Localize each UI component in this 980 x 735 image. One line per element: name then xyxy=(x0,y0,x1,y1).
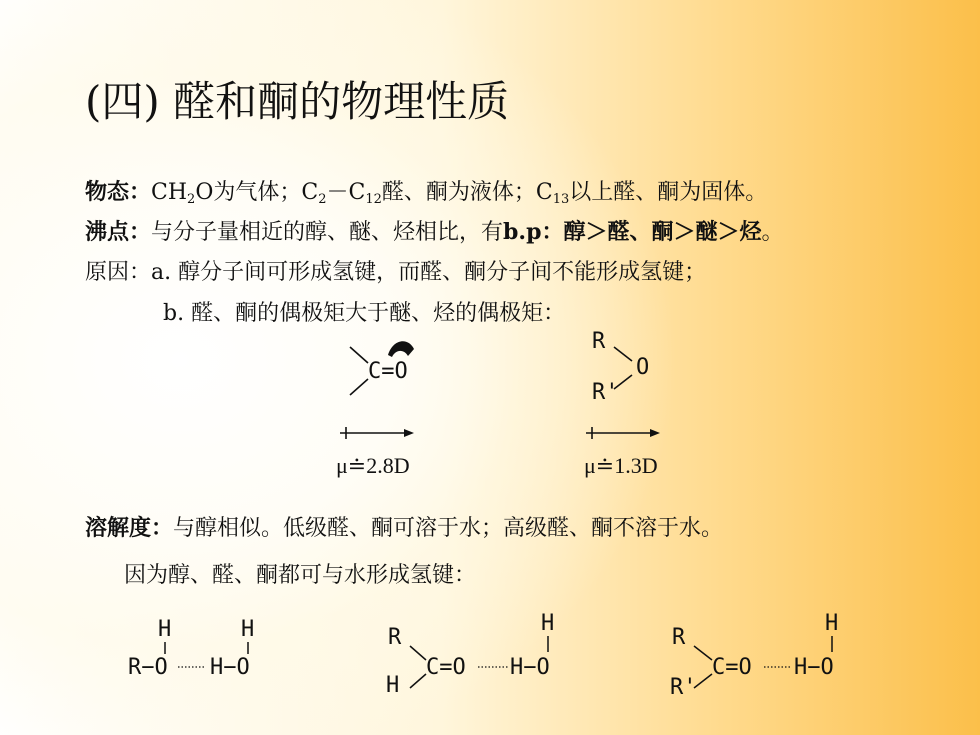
hbond3-co: C=O xyxy=(712,655,752,680)
physical-state-label: 物态： xyxy=(85,179,152,205)
solubility-label: 溶解度： xyxy=(85,515,174,541)
hbond2-bond-lower xyxy=(410,674,426,688)
carbonyl-bond-upper xyxy=(350,347,368,363)
hbond2-r: R xyxy=(388,625,402,650)
electron-cloud-icon xyxy=(388,341,414,357)
boiling-point-line xyxy=(85,216,783,249)
ether-bond-upper xyxy=(614,347,632,361)
carbonyl-label: C=O xyxy=(368,359,408,384)
boiling-point-end: 。 xyxy=(761,220,784,245)
dipole-arrow-2-head xyxy=(650,429,660,437)
ether-r1: R xyxy=(592,329,606,354)
solubility-text: 与醇相似。低级醛、酮可溶于水；高级醛、酮不溶于水。 xyxy=(173,516,724,541)
hbond2-ho: H−O xyxy=(510,655,550,680)
state-text-2: O为气体；C xyxy=(195,180,319,205)
boiling-point-order: b.p：醇＞醛、酮＞醚＞烃 xyxy=(503,219,762,245)
hbond3-rp: R' xyxy=(670,675,697,700)
boiling-point-label: 沸点： xyxy=(85,219,152,245)
hbond3-bond-lower xyxy=(694,674,712,688)
hbond1-h-top-right: H xyxy=(241,617,255,642)
hydrogen-bond-diagram xyxy=(0,600,980,720)
state-sub-3: 12 xyxy=(365,192,382,207)
dipole-diagram xyxy=(0,325,980,485)
hbond1-ho: H−O xyxy=(210,655,250,680)
state-text-4: 醛、酮为液体；C xyxy=(381,180,553,205)
reason-label: 原因： xyxy=(85,260,152,285)
hbond3-r: R xyxy=(672,625,686,650)
state-sub-1: 2 xyxy=(187,192,196,207)
dipole-value-2: μ≐1.3D xyxy=(584,453,658,478)
carbonyl-bond-lower xyxy=(350,379,368,395)
hbond3-h-top: H xyxy=(825,611,839,636)
state-text-5: 以上醛、酮为固体。 xyxy=(569,180,768,205)
reason-b: b. 醛、酮的偶极矩大于醚、烃的偶极矩： xyxy=(163,301,566,326)
page-title: (四) 醛和酮的物理性质 xyxy=(85,77,510,126)
state-sub-2: 2 xyxy=(318,192,327,207)
hbond2-bond-upper xyxy=(410,646,426,660)
hbond2-h: H xyxy=(386,673,400,698)
hbond1-ro: R−O xyxy=(128,655,168,680)
hbond2-h-top: H xyxy=(541,611,555,636)
ether-r2: R' xyxy=(592,380,619,405)
solubility-line xyxy=(85,512,723,545)
reason-line-a xyxy=(85,257,706,289)
state-text-1: CH xyxy=(151,180,188,205)
solubility-reason: 因为醇、醛、酮都可与水形成氢键： xyxy=(124,563,477,588)
boiling-point-text: 与分子量相近的醇、醚、烃相比，有 xyxy=(151,220,504,245)
dipole-arrow-1-head xyxy=(404,429,414,437)
hbond1-h-top-left: H xyxy=(158,617,172,642)
physical-state-line xyxy=(85,176,767,216)
ether-oxygen: O xyxy=(636,355,650,380)
hbond3-ho: H−O xyxy=(794,655,834,680)
hbond2-co: C=O xyxy=(426,655,466,680)
dipole-value-1: μ≐2.8D xyxy=(336,453,410,478)
state-sub-4: 13 xyxy=(552,192,570,207)
state-text-3: －C xyxy=(326,180,366,205)
reason-a: a. 醇分子间可形成氢键，而醛、酮分子间不能形成氢键； xyxy=(151,260,707,285)
hbond3-bond-upper xyxy=(694,646,712,660)
